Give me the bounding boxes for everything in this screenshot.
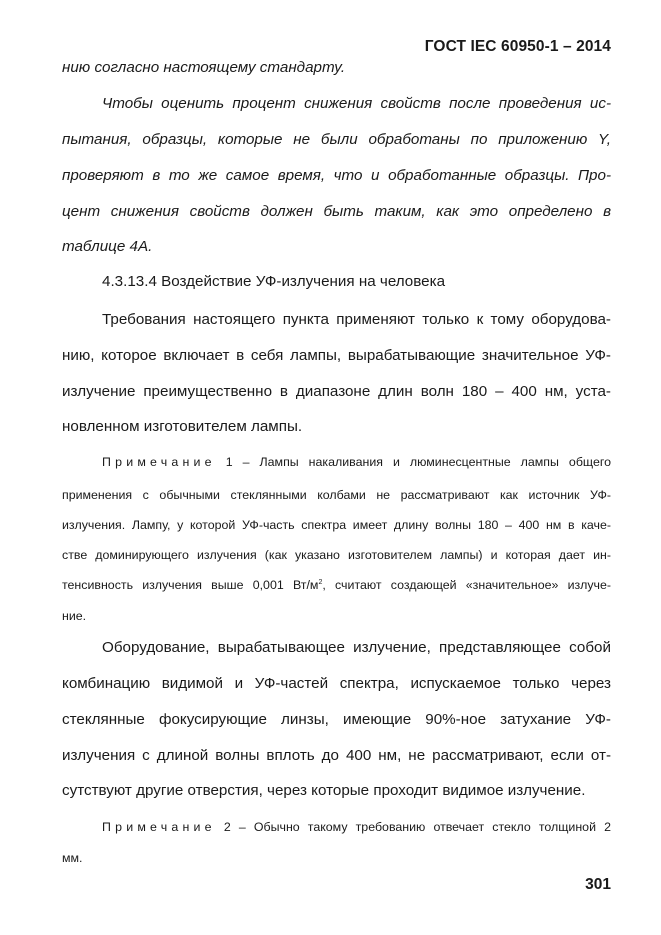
paragraph-line: излучения с длиной волны вплоть до 400 нм, не рассматривают, если от-: [62, 747, 611, 764]
note-line: мм.: [62, 851, 83, 865]
paragraph-line: таблице 4А.: [62, 238, 153, 255]
paragraph-line: Оборудование, вырабатывающее излучение, представляющее собой: [102, 639, 611, 656]
paragraph-line: Чтобы оценить процент снижения свойств после проведения ис-: [102, 95, 611, 112]
paragraph-line: сутствуют другие отверстия, через которые проходит видимое излучение.: [62, 782, 586, 799]
note-line: стве доминирующего излучения (как указано изготовителем лампы) и которая дает ин-: [62, 548, 611, 562]
note-text: 2 – Обычно такому требованию отвечает стекло толщиной 2: [215, 820, 611, 834]
note-text: тенсивность излучения выше 0,001 Вт/м: [62, 578, 319, 592]
page-number: 301: [585, 876, 611, 893]
note-line: [102, 452, 611, 472]
section-heading: 4.3.13.4 Воздействие УФ-излучения на человека: [102, 273, 446, 290]
paragraph-line: проверяют в то же самое время, что и обработанные образцы. Про-: [62, 167, 611, 184]
document-header: ГОСТ IEC 60950-1 – 2014: [424, 38, 611, 55]
paragraph-line: стеклянные фокусирующие линзы, имеющие 90%-ное затухание УФ-: [62, 711, 611, 728]
note-label: Примечание: [102, 820, 216, 834]
note-text: , считают создающей «значительное» излуче-: [322, 578, 611, 592]
superscript: 2: [318, 579, 323, 586]
paragraph-line: новленном изготовителем лампы.: [62, 418, 303, 435]
paragraph-line: излучение преимущественно в диапазоне длин волн 180 – 400 нм, уста-: [62, 383, 611, 400]
paragraph-line: комбинацию видимой и УФ-частей спектра, испускаемое только через: [62, 675, 611, 692]
note-label: Примечание: [102, 455, 216, 469]
paragraph-line: нию, которое включает в себя лампы, вырабатывающие значительное УФ-: [62, 347, 611, 364]
paragraph-line: нию согласно настоящему стандарту.: [62, 59, 346, 76]
note-line: [102, 817, 611, 837]
paragraph-line: пытания, образцы, которые не были обработаны по приложению Y,: [62, 131, 611, 148]
paragraph-line: цент снижения свойств должен быть таким, как это определено в: [62, 203, 611, 220]
note-line: [62, 575, 611, 595]
note-line: излучения. Лампу, у которой УФ-часть спектра имеет длину волны 180 – 400 нм в каче-: [62, 518, 611, 532]
paragraph-line: Требования настоящего пункта применяют только к тому оборудова-: [102, 311, 611, 328]
note-text: 1 – Лампы накаливания и люминесцентные лампы общего: [215, 455, 611, 469]
note-line: ние.: [62, 609, 87, 623]
note-line: применения с обычными стеклянными колбами не рассматривают как источник УФ-: [62, 488, 611, 502]
